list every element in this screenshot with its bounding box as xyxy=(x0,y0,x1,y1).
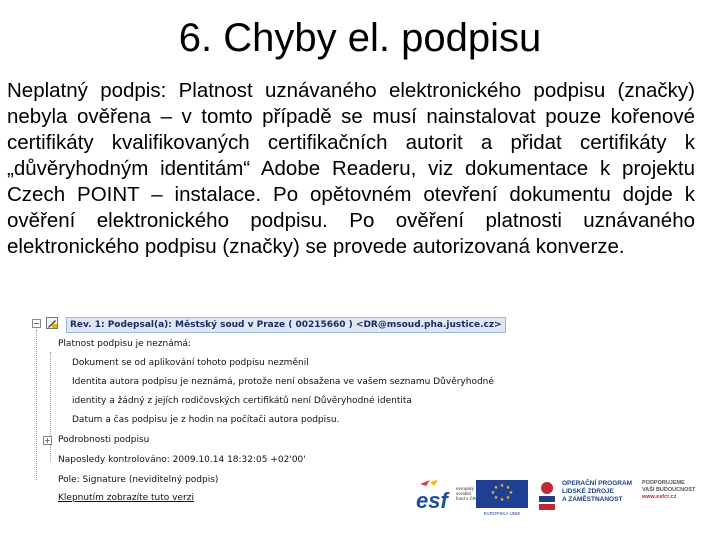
op-line: OPERAČNÍ PROGRAM xyxy=(562,480,633,487)
esf-subtitle: evropský sociální fond v ČR xyxy=(456,486,477,501)
signature-pen-icon xyxy=(46,317,58,329)
collapse-icon[interactable]: − xyxy=(33,319,40,328)
validity-status: Platnost podpisu je neznámá: xyxy=(58,339,192,349)
svg-text:★: ★ xyxy=(499,497,505,503)
pod-line: PODPORUJEME xyxy=(642,480,685,486)
status-line-time: Datum a čas podpisu je z hodin na počítači autora podpisu. xyxy=(72,415,340,425)
slide-body-text: Neplatný podpis: Platnost uznávaného elektronického podpisu (značky) nebyla ověřena – v tomto případě se musí nainstalovat pouze kořenové certifikáty kvalifikovaných certifikačních autorit a přidat certifikáty k „důvěryhodným identitám“ Adobe Readeru, viz dokumentace k projektu Czech POINT – instalace. Po opětovném otevření dokumentu dojde k ověření elektronického podpisu. Po ověření platnosti uznávaného elektronického podpisu (značky) se provede autorizovaná konverze. xyxy=(7,79,695,258)
op-title xyxy=(562,480,632,504)
svg-text:★: ★ xyxy=(499,483,505,489)
op-lzz-logo xyxy=(536,480,636,516)
svg-text:★: ★ xyxy=(505,495,511,501)
tree-line xyxy=(50,352,51,462)
pod-line: VAŠI BUDOUCNOST xyxy=(642,487,696,493)
eu-flag-icon xyxy=(476,480,528,516)
pod-text xyxy=(642,480,695,501)
status-line-identity-detail: identity a žádný z jejích rodičovských certifikátů není Důvěryhodné identita xyxy=(72,396,412,406)
svg-text:esf: esf xyxy=(416,488,448,513)
last-checked: Naposledy kontrolováno: 2009.10.14 18:32:05 +02'00' xyxy=(58,455,306,465)
svg-text:★: ★ xyxy=(505,485,511,491)
svg-text:★: ★ xyxy=(493,495,499,501)
esf-logo xyxy=(416,478,477,516)
signature-field: Pole: Signature (neviditelný podpis) xyxy=(58,475,219,485)
eu-logo xyxy=(476,480,528,516)
slide-title: 6. Chyby el. podpisu xyxy=(178,16,542,60)
esf-logo-icon xyxy=(416,478,456,516)
signature-header[interactable]: Rev. 1: Podepsal(a): Městský soud v Praze ( 00215660 ) <DR@msoud.pha.justice.cz> xyxy=(66,317,506,333)
svg-text:★: ★ xyxy=(490,490,496,496)
status-line-identity-unknown: Identita autora podpisu je neznámá, protože není obsažena ve vašem seznamu Důvěryhodné xyxy=(72,377,494,387)
expand-icon[interactable]: + xyxy=(44,436,51,445)
op-line: A ZAMĚSTNANOST xyxy=(562,496,623,503)
show-version-link[interactable]: Klepnutím zobrazíte tuto verzi xyxy=(58,493,194,503)
svg-text:★: ★ xyxy=(508,490,514,496)
signature-details[interactable]: Podrobnosti podpisu xyxy=(58,435,150,445)
status-line-unchanged: Dokument se od aplikování tohoto podpisu nezměnil xyxy=(72,358,309,368)
op-line: LIDSKÉ ZDROJE xyxy=(562,488,615,495)
tree-line xyxy=(36,330,37,480)
pod-url: www.esfcr.cz xyxy=(642,494,677,500)
logo-strip xyxy=(416,478,716,518)
op-logo-icon xyxy=(536,480,558,514)
eu-label: EVROPSKÁ UNIE xyxy=(483,511,521,516)
svg-text:★: ★ xyxy=(493,485,499,491)
podporujeme-logo xyxy=(642,480,716,516)
